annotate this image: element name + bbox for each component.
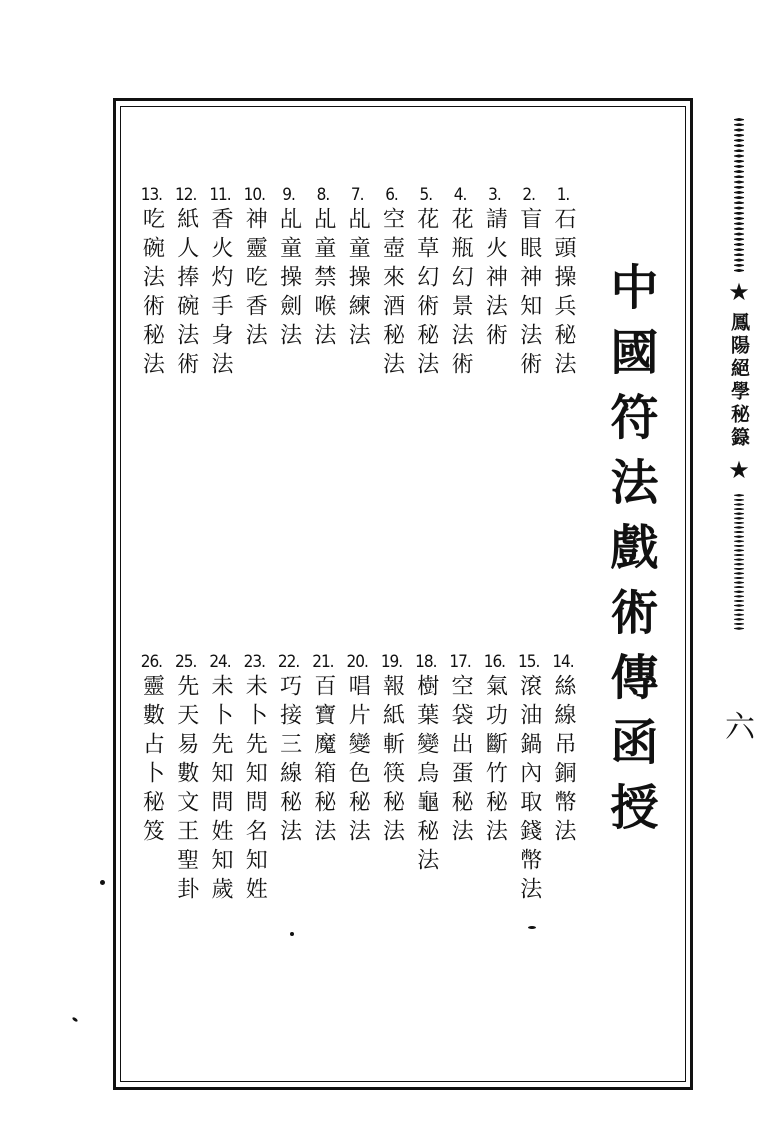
scan-speck bbox=[290, 932, 294, 936]
list-item bbox=[411, 183, 441, 381]
list-item-number: 19. bbox=[380, 652, 403, 672]
list-item bbox=[514, 183, 544, 381]
side-header-title: 鳳陽絕學秘籙 bbox=[728, 312, 750, 450]
list-item bbox=[308, 183, 338, 352]
list-item bbox=[377, 183, 407, 381]
list-item bbox=[205, 650, 235, 906]
list-item-text: 先天易數文王聖卦 bbox=[173, 674, 199, 906]
list-item bbox=[411, 650, 441, 877]
list-item-number: 7. bbox=[350, 185, 364, 205]
list-item-number: 2. bbox=[522, 185, 535, 205]
list-item bbox=[479, 650, 509, 848]
list-item-text: 空壺來酒秘法 bbox=[379, 207, 405, 381]
list-item bbox=[479, 183, 509, 352]
list-item bbox=[342, 650, 372, 848]
list-item-text: 空袋出蛋秘法 bbox=[448, 674, 474, 848]
list-item bbox=[171, 650, 201, 906]
list-item-number: 24. bbox=[209, 652, 231, 672]
scan-speck bbox=[528, 926, 536, 929]
list-item-text: 紙人捧碗法術 bbox=[173, 207, 199, 381]
list-item-text: 石頭操兵秘法 bbox=[551, 207, 576, 381]
list-item-text: 乩童禁喉法 bbox=[310, 207, 336, 352]
list-item-number: 20. bbox=[346, 652, 368, 672]
list-item-number: 17. bbox=[449, 652, 471, 672]
list-item-text: 靈數占卜秘笈 bbox=[139, 674, 165, 848]
list-item-text: 未卜先知問姓知歲 bbox=[208, 674, 233, 906]
list-item-text: 巧接三線秘法 bbox=[276, 674, 302, 848]
list-item-number: 4. bbox=[453, 185, 467, 205]
list-item-text: 花草幻術秘法 bbox=[413, 207, 439, 381]
list-item-number: 13. bbox=[140, 185, 163, 205]
page-number: 六 bbox=[725, 710, 755, 745]
list-item bbox=[548, 183, 578, 381]
page-title: 中國符法戲術傳函授 bbox=[602, 262, 658, 847]
decorative-chain-top bbox=[732, 118, 746, 274]
list-item-number: 12. bbox=[175, 185, 197, 205]
list-item bbox=[239, 183, 269, 352]
list-item-number: 10. bbox=[243, 185, 265, 205]
list-item bbox=[274, 650, 304, 848]
list-item-text: 花瓶幻景法術 bbox=[448, 207, 474, 381]
list-item bbox=[171, 183, 201, 381]
list-item bbox=[514, 650, 544, 906]
list-item-number: 9. bbox=[282, 185, 295, 205]
list-item-text: 乩童操劍法 bbox=[276, 207, 302, 352]
list-item-number: 23. bbox=[243, 652, 265, 672]
list-item-number: 22. bbox=[277, 652, 300, 672]
list-item bbox=[445, 650, 475, 848]
list-item-text: 請火神法術 bbox=[482, 207, 508, 352]
list-item-number: 18. bbox=[415, 652, 437, 672]
list-item bbox=[342, 183, 372, 352]
list-item bbox=[136, 650, 166, 848]
list-item-number: 14. bbox=[552, 652, 574, 672]
list-item-text: 氣功斷竹秘法 bbox=[482, 674, 508, 848]
list-item-text: 乩童操練法 bbox=[345, 207, 371, 352]
list-item bbox=[445, 183, 475, 381]
star-icon: ★ bbox=[728, 456, 750, 484]
scan-speck bbox=[100, 880, 105, 885]
list-item bbox=[308, 650, 338, 848]
list-item-number: 15. bbox=[518, 652, 540, 672]
list-item-text: 絲線吊銅幣法 bbox=[551, 674, 576, 848]
star-icon: ★ bbox=[728, 278, 750, 306]
list-item bbox=[548, 650, 578, 848]
list-item-text: 神靈吃香法 bbox=[242, 207, 268, 352]
list-item-number: 11. bbox=[209, 185, 231, 205]
list-item-number: 3. bbox=[488, 185, 501, 205]
list-item-text: 吃碗法術秘法 bbox=[139, 207, 165, 381]
decorative-chain-bottom bbox=[732, 494, 746, 632]
list-item bbox=[239, 650, 269, 906]
list-item-text: 盲眼神知法術 bbox=[516, 207, 542, 381]
list-item-text: 香火灼手身法 bbox=[208, 207, 233, 381]
list-item-number: 5. bbox=[419, 185, 433, 205]
list-item-number: 1. bbox=[556, 185, 570, 205]
list-item-number: 6. bbox=[385, 185, 398, 205]
scan-speck bbox=[72, 1017, 79, 1023]
list-item bbox=[205, 183, 235, 381]
list-item bbox=[136, 183, 166, 381]
list-item-text: 滾油鍋內取錢幣法 bbox=[516, 674, 542, 906]
list-item-text: 未卜先知問名知姓 bbox=[242, 674, 268, 906]
list-item bbox=[274, 183, 304, 352]
list-item-number: 25. bbox=[175, 652, 197, 672]
list-item-number: 16. bbox=[483, 652, 506, 672]
list-item-number: 26. bbox=[140, 652, 163, 672]
list-item bbox=[377, 650, 407, 848]
list-item-number: 8. bbox=[316, 185, 330, 205]
list-item-text: 樹葉變烏龜秘法 bbox=[413, 674, 439, 877]
list-item-text: 唱片變色秘法 bbox=[345, 674, 371, 848]
side-header bbox=[724, 118, 754, 632]
list-item-text: 百寶魔箱秘法 bbox=[310, 674, 336, 848]
list-item-number: 21. bbox=[312, 652, 334, 672]
list-item-text: 報紙斬筷秘法 bbox=[379, 674, 405, 848]
